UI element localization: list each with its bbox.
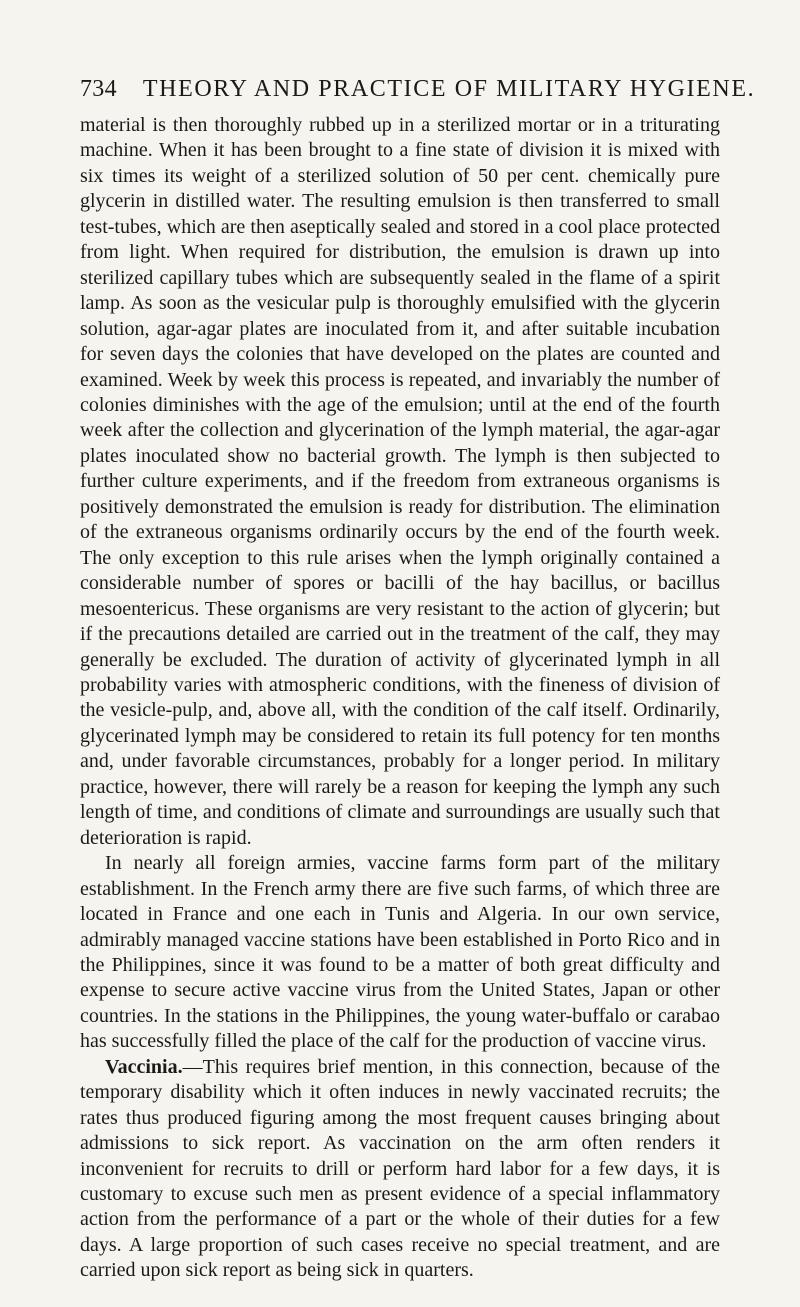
paragraph-text: material is then thoroughly rubbed up in a sterilized mortar or in a triturating machine. When it has been brought to a fine state of division it is mixed with six times its weight of a sterilized solution of 50 per cent. chemically pure glycerin in distilled water. The resulting emulsion is then transferred to small test-tubes, which are then aseptically sealed and stored in a cool place protected from light. When required for distribution, the emulsion is drawn up into sterilized capillary tubes which are subsequently sealed in the flame of a spirit lamp. As soon as the vesicular pulp is thoroughly emulsified with the glycerin solution, agar-agar plates are inoculated from it, and after suitable incubation for seven days the colonies that have developed on the plates are counted and examined. Week by week this process is repeated, and invariably the number of colonies diminishes with the age of the emulsion; until at the end of the fourth week after the collection and glycerination of the lymph material, the agar-agar plates inoculated show no bacterial growth. The lymph is then subjected to further culture experiments, and if the freedom from extraneous organisms is positively demonstrated the emulsion is ready for distribution. The elimination of the extraneous organisms ordinarily occurs by the end of the fourth week. The only exception to this rule arises when the lymph originally contained a considerable number of spores or bacilli of the hay bacillus, or bacillus mesoentericus. These organisms are very resistant to the action of glycerin; but if the precautions detailed are carried out in the treatment of the calf, they may generally be excluded. The duration of activity of glycerinated lymph in all probability varies with atmospheric conditions, with the fineness of division of the vesicle-pulp, and, above all, with the condition of the calf itself. Ordinarily, glycerinated lymph may be considered to retain its full potency for ten months and, under favorable circumstances, probably for a longer period. In military practice, however, there will rarely be a reason for keeping the lymph any such length of time, and conditions of climate and surroundings are usually such that deterioration is rapid.	[80, 114, 720, 849]
paragraph-text: In nearly all foreign armies, vaccine farms form part of the military establishment. In the French army there are five such farms, of which three are located in France and one each in Tunis and Algeria. In our own service, admirably managed vaccine stations have been established in Porto Rico and in the Philippines, since it was found to be a matter of both great difficulty and expense to secure active vaccine virus from the United States, Japan or other countries. In the stations in the Philippines, the young water-buffalo or carabao has successfully filled the place of the calf for the production of vaccine virus.	[80, 852, 720, 1053]
page-number: 734	[80, 76, 117, 102]
section-heading-vaccinia: Vaccinia.	[105, 1055, 183, 1078]
paragraph-vaccinia	[80, 1055, 720, 1284]
paragraph-continuation	[80, 113, 720, 851]
paragraph-text: —This requires brief mention, in this connection, because of the temporary disability which it often induces in newly vaccinated recruits; the rates thus produced figuring among the most frequent causes bringing about admissions to sick report. As vaccination on the arm often renders it inconvenient for recruits to drill or perform hard labor for a few days, it is customary to excuse such men as present evidence of a special inflammatory action from the performance of a part or the whole of their duties for a few days. A large proportion of such cases receive no special treatment, and are carried upon sick report as being sick in quarters.	[80, 1055, 720, 1282]
running-title: THEORY AND PRACTICE OF MILITARY HYGIENE.	[142, 76, 756, 102]
page-header	[80, 76, 756, 106]
body-text	[80, 113, 720, 1284]
paragraph-vaccine-farms	[80, 851, 720, 1055]
